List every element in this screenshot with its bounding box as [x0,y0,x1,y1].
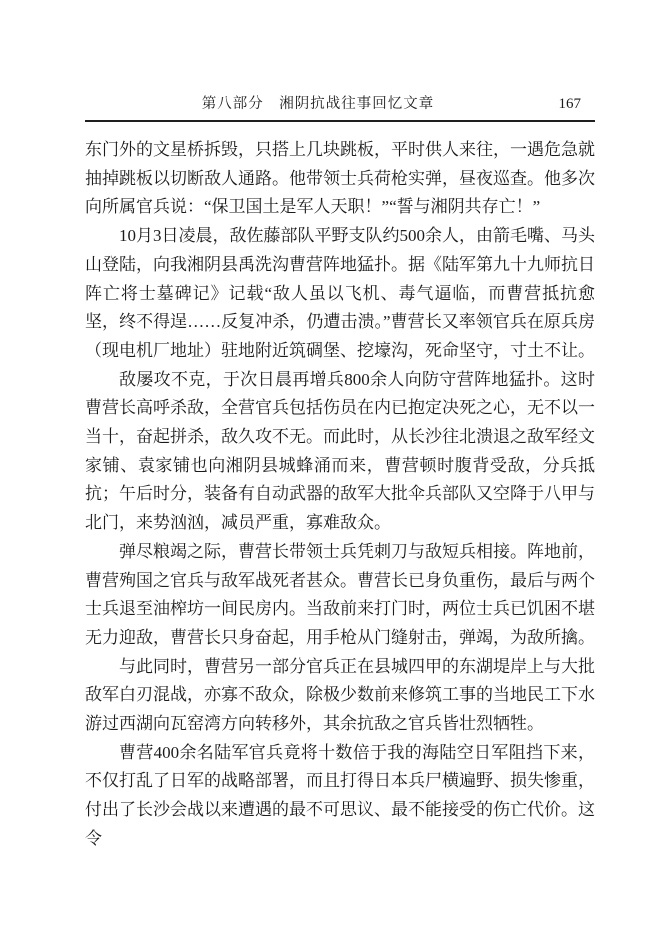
running-head-title: 第八部分 湘阴抗战往事回忆文章 [201,96,435,112]
page-header [85,94,595,114]
header-rule [85,120,595,122]
page-number: 167 [558,96,581,112]
paragraph-bayonet-fight: 弹尽粮竭之际，曹营长带领士兵凭刺刀与敌短兵相接。阵地前，曹营殉国之官兵与敌军战死者甚众。曹营长已身负重伤，最后与两个士兵退至油榨坊一间民房内。当敌前来打门时，两位士兵已饥困不堪无力迎敌，曹营长只身奋起，用手枪从门缝射击，弹竭，为敌所擒。 [85,541,595,647]
paragraph-east-lake-fight: 与此同时，曹营另一部分官兵正在县城四甲的东湖堤岸上与大批敌军白刃混战，亦寡不敌众，除极少数前来修筑工事的当地民工下水游过西湖向瓦窑湾方向转移外，其余抗敌之官兵皆壮烈牺牲。 [85,656,595,734]
paragraph-conclusion: 曹营400余名陆军官兵竟将十数倍于我的海陆空日军阻挡下来，不仅打乱了日军的战略部署，而且打得日本兵尸横遍野、损失惨重，付出了长沙会战以来遭遇的最不可思议、最不能接受的伤亡代价。这令 [85,742,595,848]
paragraph-reinforcement-attack: 敌屡攻不克，于次日晨再增兵800余人向防守营阵地猛扑。这时曹营长高呼杀敌，全营官兵包括伤员在内已抱定决死之心，无不以一当十，奋起拼杀，敌久攻不无。而此时，从长沙往北溃退之敌军经文家铺、袁家铺也向湘阴县城蜂涌而来，曹营顿时腹背受敌，分兵抵抗；午后时分，装备有自动武器的敌军大批伞兵部队又空降于八甲与北门，来势汹汹，减员严重，寡难敌众。 [85,369,595,533]
paragraph-continuation: 东门外的文星桥拆毁，只搭上几块跳板，平时供人来往，一遇危急就抽掉跳板以切断敌人通路。他带领士兵荷枪实弹，昼夜巡查。他多次向所属官兵说：“保卫国土是军人天职！”“誓与湘阴共存亡！” [85,140,595,217]
page-body [85,136,595,854]
paragraph-oct3-attack: 10月3日凌晨，敌佐藤部队平野支队约500余人，由箭毛嘴、马头山登陆，向我湘阴县禹洗沟曹营阵地猛扑。据《陆军第九十九师抗日阵亡将士墓碑记》记载“敌人虽以飞机、毒气逼临，而曹营抵抗愈坚，终不得逞……反复冲杀，仍遭击溃。”曹营长又率领官兵在原兵房（现电机厂地址）驻地附近筑碉堡、挖壕沟，死命坚守，寸土不让。 [85,226,595,360]
